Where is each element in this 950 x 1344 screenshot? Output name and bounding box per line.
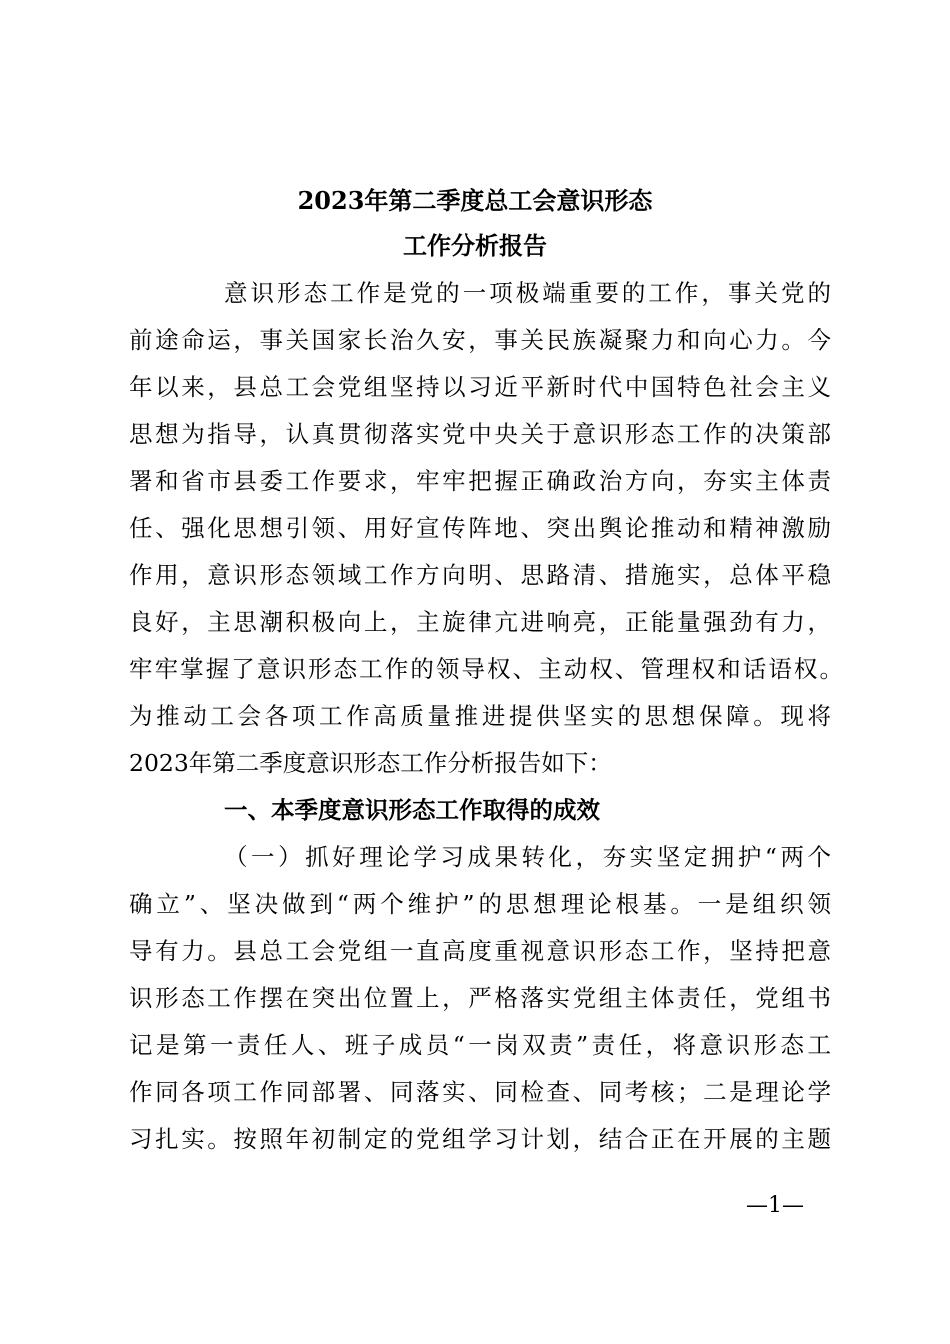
intro-line-5: 署和省市县委工作要求，牢牢把握正确政治方向，夯实主体责 [129, 467, 831, 495]
intro-line-8: 良好，主思潮积极向上，主旋律亢进响亮，正能量强劲有力， [129, 608, 831, 636]
intro-line-1: 意识形态工作是党的一项极端重要的工作，事关党的 [224, 279, 831, 307]
intro-line-2: 前途命运，事关国家长治久安，事关民族凝聚力和向心力。今 [129, 326, 831, 354]
section1-line-2: 确立”、坚决做到“两个维护”的思想理论根基。一是组织领 [129, 890, 831, 918]
section1-line-3: 导有力。县总工会党组一直高度重视意识形态工作，坚持把意 [129, 937, 831, 965]
intro-line-6: 任、强化思想引领、用好宣传阵地、突出舆论推动和精神激励 [129, 514, 831, 542]
intro-line-11: 2023年第二季度意识形态工作分析报告如下： [129, 749, 612, 777]
intro-line-4: 思想为指导，认真贯彻落实党中央关于意识形态工作的决策部 [129, 420, 831, 448]
intro-line-7: 作用，意识形态领域工作方向明、思路清、措施实，总体平稳 [129, 561, 831, 589]
title-line-1: 2023年第二季度总工会意识形态 [297, 186, 653, 215]
section1-line-4: 识形态工作摆在突出位置上，严格落实党组主体责任，党组书 [129, 984, 831, 1012]
section-heading-1: 一、本季度意识形态工作取得的成效 [224, 796, 600, 824]
page-number: —1— [746, 1193, 804, 1218]
intro-line-3: 年以来，县总工会党组坚持以习近平新时代中国特色社会主义 [129, 373, 831, 401]
intro-line-10: 为推动工会各项工作高质量推进提供坚实的思想保障。现将 [129, 702, 831, 730]
section1-line-1: （一）抓好理论学习成果转化，夯实坚定拥护“两个 [224, 843, 831, 871]
section1-line-7: 习扎实。按照年初制定的党组学习计划，结合正在开展的主题 [129, 1125, 831, 1153]
section1-line-6: 作同各项工作同部署、同落实、同检查、同考核；二是理论学 [129, 1078, 831, 1106]
title-line-2: 工作分析报告 [403, 231, 547, 260]
intro-line-9: 牢牢掌握了意识形态工作的领导权、主动权、管理权和话语权。 [129, 655, 843, 683]
section1-line-5: 记是第一责任人、班子成员“一岗双责”责任，将意识形态工 [129, 1031, 831, 1059]
